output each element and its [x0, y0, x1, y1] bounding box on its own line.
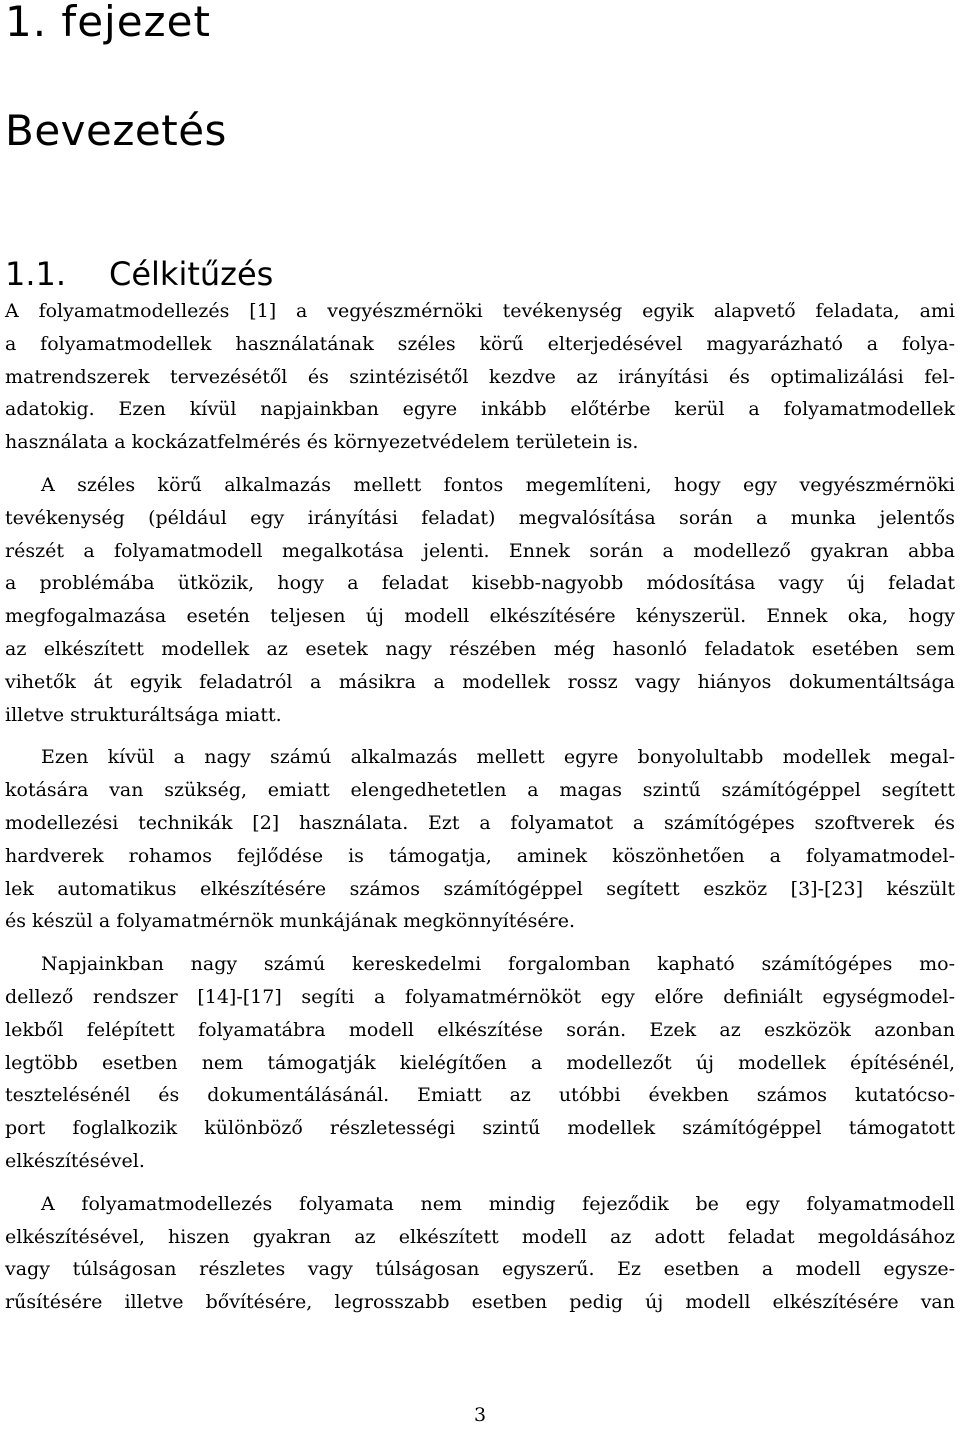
text-line: Ezen kívül a nagy számú alkalmazás mellett egyre bonyolultabb modellek megal- — [41, 746, 955, 769]
body-text — [5, 295, 955, 1319]
text-line: a folyamatmodellek használatának széles körű elterjedésével magyarázható a folya- — [5, 332, 955, 355]
text-line: tevékenység (például egy irányítási feladat) megvalósítása során a munka jelentős — [5, 506, 955, 529]
text-line: rűsítésére illetve bővítésére, legrosszabb esetben pedig új modell elkészítésére van — [5, 1291, 955, 1314]
text-line: vagy túlságosan részletes vagy túlságosan egyszerű. Ez esetben a modell egysze- — [5, 1258, 955, 1281]
text-line: tesztelésénél és dokumentálásánál. Emiatt az utóbbi években számos kutatócso- — [5, 1084, 955, 1107]
text-line: matrendszerek tervezésétől és szintézisétől kezdve az irányítási és optimalizálási fel- — [5, 365, 955, 388]
text-line: részét a folyamatmodell megalkotása jelenti. Ennek során a modellező gyakran abba — [5, 539, 955, 562]
text-line: dellező rendszer [14]-[17] segíti a folyamatmérnököt egy előre definiált egységmodel- — [5, 985, 955, 1008]
text-line: lek automatikus elkészítésére számos számítógéppel segített eszköz [3]-[23] készült — [5, 877, 955, 900]
text-line: A széles körű alkalmazás mellett fontos megemlíteni, hogy egy vegyészmérnöki — [41, 473, 955, 496]
text-line: lekből felépített folyamatábra modell elkészítése során. Ezek az eszközök azonban — [5, 1018, 955, 1041]
page-number: 3 — [473, 1404, 487, 1426]
section-number: 1.1. — [5, 255, 67, 293]
chapter-number: 1. fejezet — [5, 0, 211, 46]
text-line: illetve strukturáltsága miatt. — [5, 703, 282, 726]
section-heading — [5, 252, 273, 296]
chapter-title: Bevezetés — [5, 106, 227, 155]
text-line: elkészítésével, hiszen gyakran az elkészített modell az adott feladat megoldásához — [5, 1225, 955, 1248]
text-line: legtöbb esetben nem támogatják kielégítően a modellezőt új modellek építésénél, — [5, 1051, 955, 1074]
text-line: kotására van szükség, emiatt elengedhetetlen a magas szintű számítógéppel segített — [5, 779, 955, 802]
text-line: a problémába ütközik, hogy a feladat kisebb-nagyobb módosítása vagy új feladat — [5, 572, 955, 595]
paragraph — [5, 948, 955, 1178]
paragraph — [5, 741, 955, 938]
document-page — [5, 0, 955, 1431]
paragraph — [5, 469, 955, 731]
text-line: Napjainkban nagy számú kereskedelmi forgalomban kapható számítógépes mo- — [41, 953, 955, 976]
section-title: Célkitűzés — [109, 255, 274, 293]
paragraph — [5, 295, 955, 459]
text-line: elkészítésével. — [5, 1149, 145, 1172]
text-line: használata a kockázatfelmérés és környezetvédelem területein is. — [5, 431, 639, 454]
text-line: vihetők át egyik feladatról a másikra a modellek rossz vagy hiányos dokumentáltsága — [5, 670, 955, 693]
text-line: és készül a folyamatmérnök munkájának megkönnyítésére. — [5, 910, 575, 933]
text-line: az elkészített modellek az esetek nagy részében még hasonló feladatok esetében sem — [5, 637, 955, 660]
text-line: A folyamatmodellezés [1] a vegyészmérnöki tevékenység egyik alapvető feladata, ami — [5, 300, 955, 322]
text-line: hardverek rohamos fejlődése is támogatja, aminek köszönhetően a folyamatmodel- — [5, 844, 955, 867]
text-line: A folyamatmodellezés folyamata nem mindig fejeződik be egy folyamatmodell — [41, 1192, 955, 1215]
text-line: adatokig. Ezen kívül napjainkban egyre inkább előtérbe kerül a folyamatmodellek — [5, 398, 955, 421]
text-line: port foglalkozik különböző részletességi szintű modellek számítógéppel támogatott — [5, 1117, 955, 1140]
paragraph — [5, 1188, 955, 1319]
text-line: modellezési technikák [2] használata. Ezt a folyamatot a számítógépes szoftverek és — [5, 811, 955, 834]
text-line: megfogalmazása esetén teljesen új modell elkészítésére kényszerül. Ennek oka, hogy — [5, 605, 955, 628]
